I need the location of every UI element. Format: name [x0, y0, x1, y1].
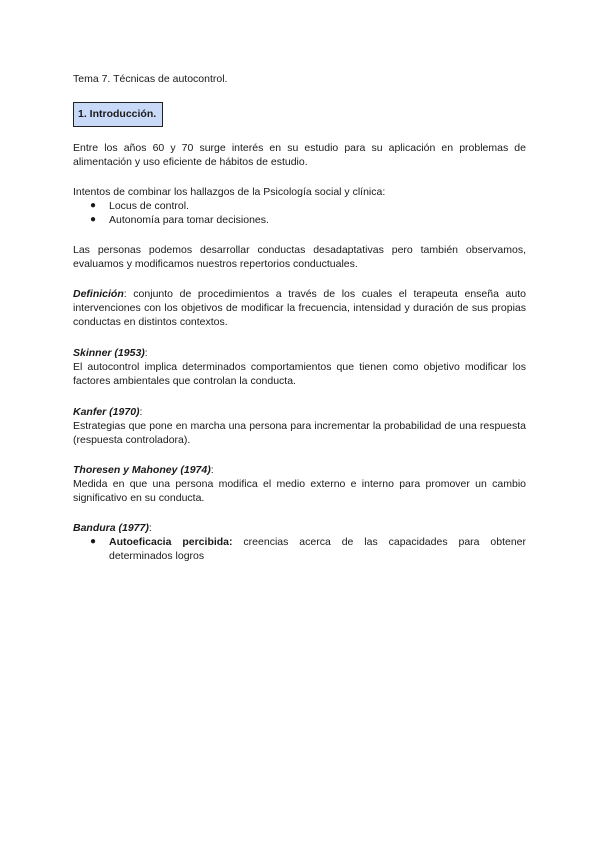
section-heading: 1. Introducción.: [73, 102, 163, 127]
definition-term: Definición: [73, 288, 124, 300]
thoresen-text: Medida en que una persona modifica el medio externo e interno para promover un cambio significativo en su conducta.: [73, 478, 526, 504]
bullet-icon: ●: [90, 214, 97, 225]
paragraph-definition: [73, 287, 526, 329]
list-item: ● Locus de control.: [90, 200, 189, 212]
attempts-list: [73, 199, 526, 227]
kanfer-text: Estrategias que pone en marcha una persona para incrementar la probabilidad de una respuesta (respuesta controladora).: [73, 420, 526, 446]
bullet-icon: ●: [90, 536, 97, 547]
attempts-intro: Intentos de combinar los hallazgos de la Psicología social y clínica:: [73, 186, 386, 198]
list-item: ● Autoeficacia percibida: creencias acerca de las capacidades para obtener determinados logros: [90, 536, 527, 562]
paragraph-kanfer: [73, 405, 526, 447]
definition-text: : conjunto de procedimientos a través de los cuales el terapeuta enseña auto intervenciones con los objetivos de modificar la frecuencia, intensidad y duración de sus propias conductas en distintos contextos.: [73, 288, 526, 328]
skinner-heading: Skinner (1953):: [73, 347, 148, 359]
list-item: ● Autonomía para tomar decisiones.: [90, 214, 269, 226]
kanfer-heading: Kanfer (1970):: [73, 406, 143, 418]
paragraph-intro: Entre los años 60 y 70 surge interés en su estudio para su aplicación en problemas de alimentación y uso eficiente de hábitos de estudio.: [73, 142, 526, 168]
paragraph-persons: Las personas podemos desarrollar conductas desadaptativas pero también observamos, evaluamos y modificamos nuestros repertorios conductuales.: [73, 244, 526, 270]
paragraph-attempts: [73, 185, 526, 227]
document-title: Tema 7. Técnicas de autocontrol.: [73, 73, 228, 85]
thoresen-heading: Thoresen y Mahoney (1974):: [73, 464, 214, 476]
bandura-heading: Bandura (1977):: [73, 522, 152, 534]
paragraph-thoresen: [73, 463, 526, 505]
paragraph-skinner: [73, 346, 526, 388]
bullet-icon: ●: [90, 200, 97, 211]
paragraph-bandura: [73, 521, 526, 563]
bandura-list: [73, 535, 526, 563]
skinner-text: El autocontrol implica determinados comportamientos que tienen como objetivo modificar los factores ambientales que controlan la conducta.: [73, 361, 526, 387]
